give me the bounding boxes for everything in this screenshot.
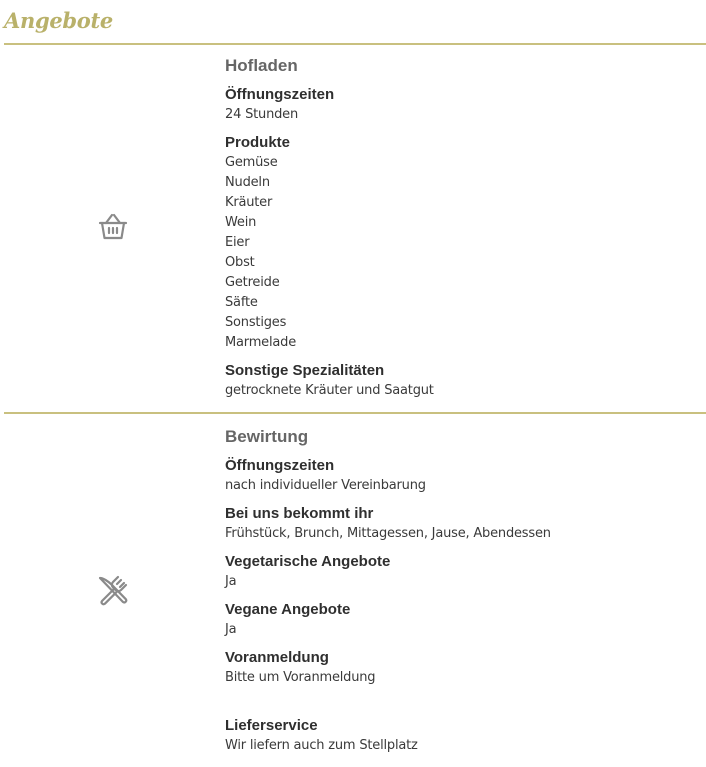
page-title: Angebote — [4, 8, 113, 33]
field-vegetarian — [225, 552, 706, 592]
field-meals — [225, 504, 706, 544]
section-hofladen-body — [225, 55, 706, 409]
knife-fork-icon — [95, 572, 131, 608]
field-value: Ja — [225, 622, 237, 637]
section-bewirtung-body — [225, 426, 706, 764]
field-value: Bitte um Voranmeldung — [225, 670, 376, 685]
list-item: Säfte — [225, 295, 258, 310]
field-label: Bei uns bekommt ihr — [225, 505, 374, 522]
section-heading: Bewirtung — [225, 427, 309, 446]
field-value: Frühstück, Brunch, Mittagessen, Jause, Abendessen — [225, 526, 551, 541]
field-label: Lieferservice — [225, 717, 318, 734]
list-item: Gemüse — [225, 155, 278, 170]
list-item: Nudeln — [225, 175, 270, 190]
field-value: getrocknete Kräuter und Saatgut — [225, 383, 434, 398]
field-label: Sonstige Spezialitäten — [225, 362, 385, 379]
field-label: Öffnungszeiten — [225, 457, 335, 474]
section-hofladen — [0, 55, 706, 411]
field-specialties — [225, 361, 706, 401]
list-item: Wein — [225, 215, 257, 230]
field-reservation — [225, 648, 706, 688]
field-value: Wir liefern auch zum Stellplatz — [225, 738, 418, 753]
title-divider — [4, 43, 706, 45]
field-value: Ja — [225, 574, 237, 589]
list-item: Eier — [225, 235, 250, 250]
field-delivery — [225, 716, 706, 756]
field-value: 24 Stunden — [225, 107, 298, 122]
field-value: nach individueller Vereinbarung — [225, 478, 426, 493]
section-heading: Hofladen — [225, 56, 298, 75]
list-item: Sonstiges — [225, 315, 287, 330]
list-item: Kräuter — [225, 195, 273, 210]
field-label: Produkte — [225, 134, 291, 151]
shopping-basket-icon — [95, 209, 131, 245]
field-opening-hours — [225, 85, 706, 125]
field-label: Öffnungszeiten — [225, 86, 335, 103]
field-label: Vegetarische Angebote — [225, 553, 391, 570]
field-opening-hours — [225, 456, 706, 496]
list-item: Obst — [225, 255, 255, 270]
product-list — [225, 153, 706, 353]
field-label: Vegane Angebote — [225, 601, 351, 618]
field-label: Voranmeldung — [225, 649, 329, 666]
section-bewirtung — [0, 426, 706, 767]
list-item: Marmelade — [225, 335, 296, 350]
field-products — [225, 133, 706, 353]
list-item: Getreide — [225, 275, 280, 290]
section-divider — [4, 412, 706, 414]
field-vegan — [225, 600, 706, 640]
